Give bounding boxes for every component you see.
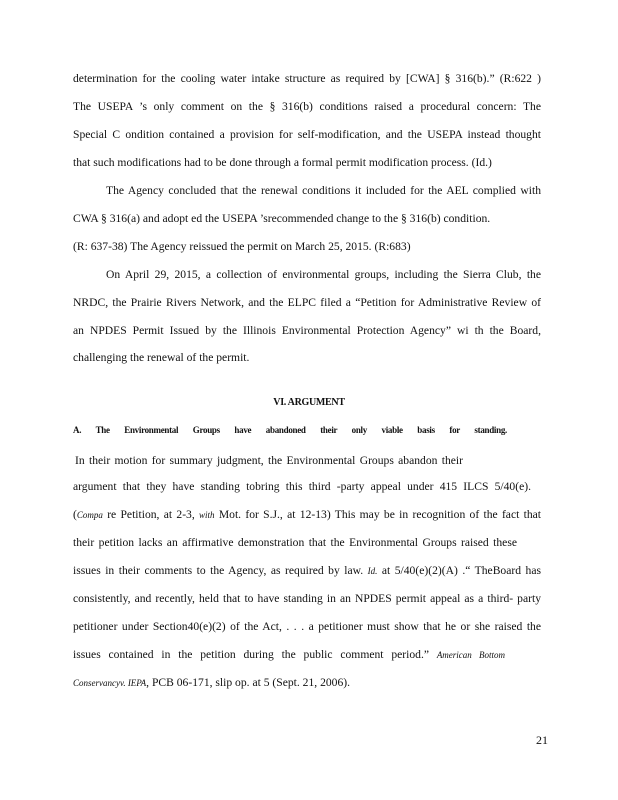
text-run: Mot. for S.J., at 12-13) This may be in recognition of the fact that	[218, 508, 541, 521]
body-text-line: their petition lacks an affirmative demonstration that the Environmental Groups raised these	[73, 536, 517, 549]
text-run: issues in their comments to the Agency, as required by law.	[73, 564, 364, 577]
body-text-line: On April 29, 2015, a collection of environmental groups, including the Sierra Club, the	[106, 268, 541, 281]
body-text-line: Special C ondition contained a provision for self-modification, and the USEPA instead thought	[73, 128, 541, 141]
case-name-italic: American Bottom	[436, 650, 505, 660]
body-text-line	[73, 676, 541, 690]
body-text-line: petitioner under Section40(e)(2) of the Act, . . . a petitioner must show that he or she raised the	[73, 620, 541, 633]
body-text-line: argument that they have standing tobring this third -party appeal under 415 ILCS 5/40(e).	[73, 480, 531, 493]
text-run: re Petition, at 2-3,	[107, 508, 195, 521]
case-name-italic: Conservancyv. IEPA	[73, 678, 147, 688]
italic-text-run: Id.	[367, 566, 378, 576]
body-text-line: The Agency concluded that the renewal conditions it included for the AEL complied with	[106, 184, 541, 197]
body-text-line: determination for the cooling water intake structure as required by [CWA] § 316(b).” (R:622 )	[73, 72, 541, 85]
body-text-line	[73, 508, 541, 522]
body-text-line	[73, 564, 541, 578]
body-text-line: In their motion for summary judgment, the Environmental Groups abandon their	[75, 454, 463, 467]
page-number: 21	[536, 733, 548, 747]
subsection-heading: A. The Environmental Groups have abandoned their only viable basis for standing.	[73, 425, 507, 435]
text-run: , PCB 06-171, slip op. at 5 (Sept. 21, 2006).	[146, 676, 351, 689]
text-run: (	[73, 508, 77, 521]
body-text-line: (R: 637-38) The Agency reissued the permit on March 25, 2015. (R:683)	[73, 240, 411, 253]
body-text-line: The USEPA ’s only comment on the § 316(b) conditions raised a procedural concern: The	[73, 100, 541, 113]
italic-text-run: with	[199, 510, 215, 520]
body-text-line	[73, 648, 505, 662]
italic-text-run: Compa	[76, 510, 103, 520]
body-text-line: NRDC, the Prairie Rivers Network, and the ELPC filed a “Petition for Administrative Review of	[73, 296, 541, 309]
text-run: issues contained in the petition during the public comment period.”	[73, 648, 429, 661]
body-text-line: challenging the renewal of the permit.	[73, 351, 250, 364]
body-text-line: that such modifications had to be done through a formal permit modification process. (Id.)	[73, 156, 492, 169]
text-run: at 5/40(e)(2)(A) .“ TheBoard has	[381, 564, 541, 577]
body-text-line: consistently, and recently, held that to have standing in an NPDES permit appeal as a third- party	[73, 592, 541, 605]
section-heading: VI. ARGUMENT	[273, 397, 345, 408]
body-text-line: CWA § 316(a) and adopt ed the USEPA ’srecommended change to the § 316(b) condition.	[73, 212, 491, 225]
body-text-line: an NPDES Permit Issued by the Illinois Environmental Protection Agency” wi th the Board,	[73, 324, 541, 337]
